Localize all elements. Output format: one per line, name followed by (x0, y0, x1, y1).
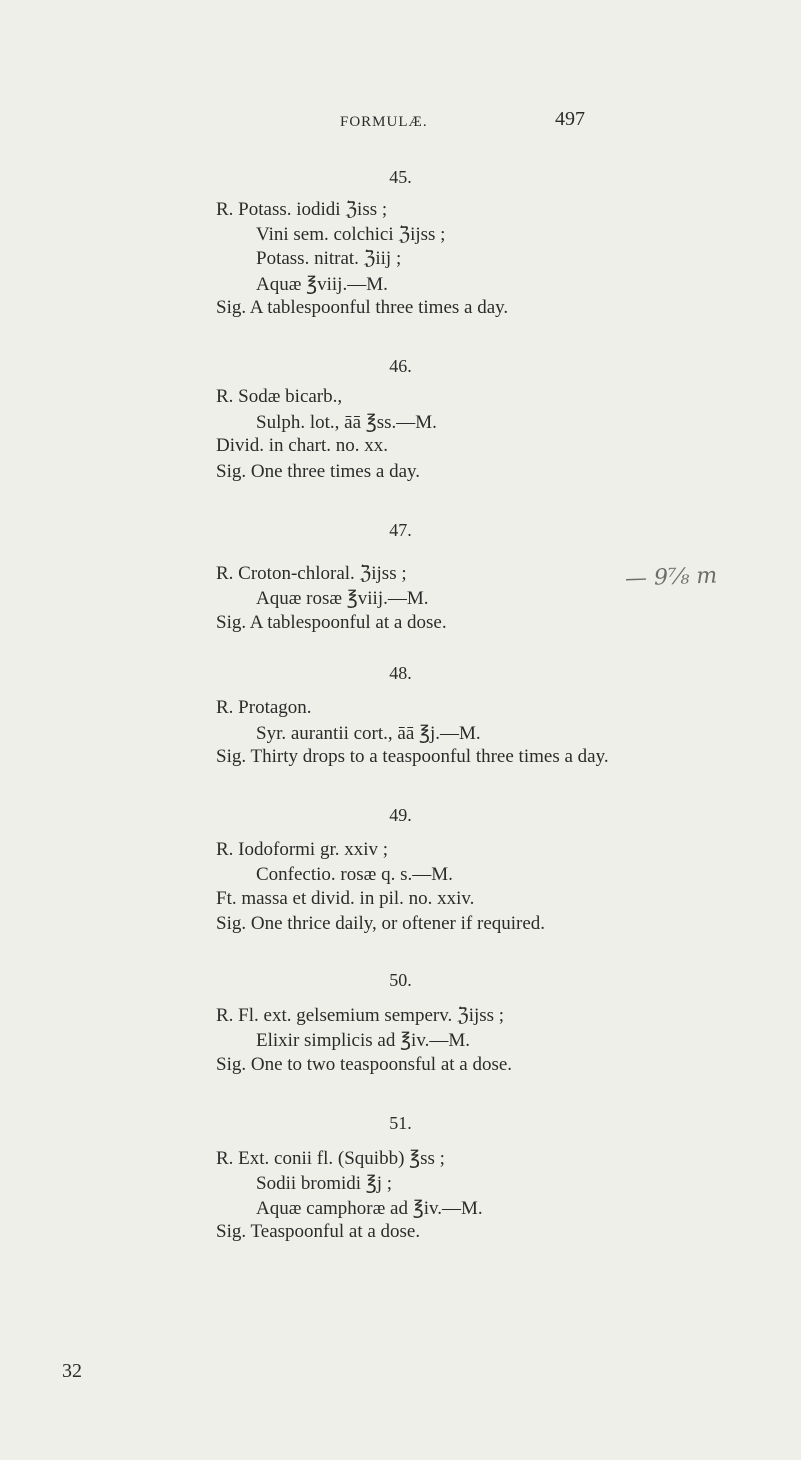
formula-line: R. Protagon. (216, 697, 312, 718)
running-title: FORMULÆ. (340, 114, 428, 130)
formula-line: Sulph. lot., āā ℥ss.—M. (256, 412, 437, 433)
formula-sig: Sig. One three times a day. (216, 461, 421, 482)
formula-line: Ft. massa et divid. in pil. no. xxiv. (216, 888, 475, 909)
formula-sig: Sig. Thirty drops to a teaspoonful three times a day. (216, 746, 609, 767)
formula-sig: Sig. One to two teaspoonsful at a dose. (216, 1054, 513, 1075)
formula-sig: Sig. A tablespoonful three times a day. (216, 297, 509, 318)
formula-line: R. Croton-chloral. ℨijss ; (216, 563, 407, 584)
side-number: 32 (62, 1360, 82, 1382)
formula-line: Elixir simplicis ad ℥iv.—M. (256, 1030, 470, 1051)
formula-number: 45. (389, 167, 412, 187)
formula-line: R. Sodæ bicarb., (216, 386, 343, 407)
formula-line: Potass. nitrat. ℨiij ; (256, 248, 402, 269)
formula-number: 49. (389, 805, 412, 825)
formula-sig: Sig. Teaspoonful at a dose. (216, 1221, 421, 1242)
formula-line: R. Ext. conii fl. (Squibb) ℥ss ; (216, 1148, 445, 1169)
handwritten-note: — 9⅞ m (624, 563, 718, 592)
formula-sig: Sig. One thrice daily, or oftener if required. (216, 913, 546, 934)
formula-number: 46. (389, 356, 412, 376)
formula-line: R. Iodoformi gr. xxiv ; (216, 839, 389, 860)
formula-line: R. Potass. iodidi ℨiss ; (216, 199, 388, 220)
formula-line: Sodii bromidi ℥j ; (256, 1173, 393, 1194)
formula-line: Aquæ camphoræ ad ℥iv.—M. (256, 1198, 483, 1219)
formula-line: Syr. aurantii cort., āā ℥j.—M. (256, 723, 481, 744)
formula-number: 51. (389, 1113, 412, 1133)
formula-line: Aquæ rosæ ℥viij.—M. (256, 588, 429, 609)
formula-number: 50. (389, 970, 412, 990)
formula-line: Confectio. rosæ q. s.—M. (256, 864, 453, 885)
formula-line: R. Fl. ext. gelsemium semperv. ℨijss ; (216, 1005, 505, 1026)
formula-number: 47. (389, 520, 412, 540)
formula-number: 48. (389, 663, 412, 683)
formula-line: Vini sem. colchici ℨijss ; (256, 224, 446, 245)
formula-line: Divid. in chart. no. xx. (216, 435, 389, 456)
formula-line: Aquæ ℥viij.—M. (256, 274, 388, 295)
formula-sig: Sig. A tablespoonful at a dose. (216, 612, 447, 633)
page-number: 497 (555, 108, 585, 130)
running-head (0, 82, 801, 130)
